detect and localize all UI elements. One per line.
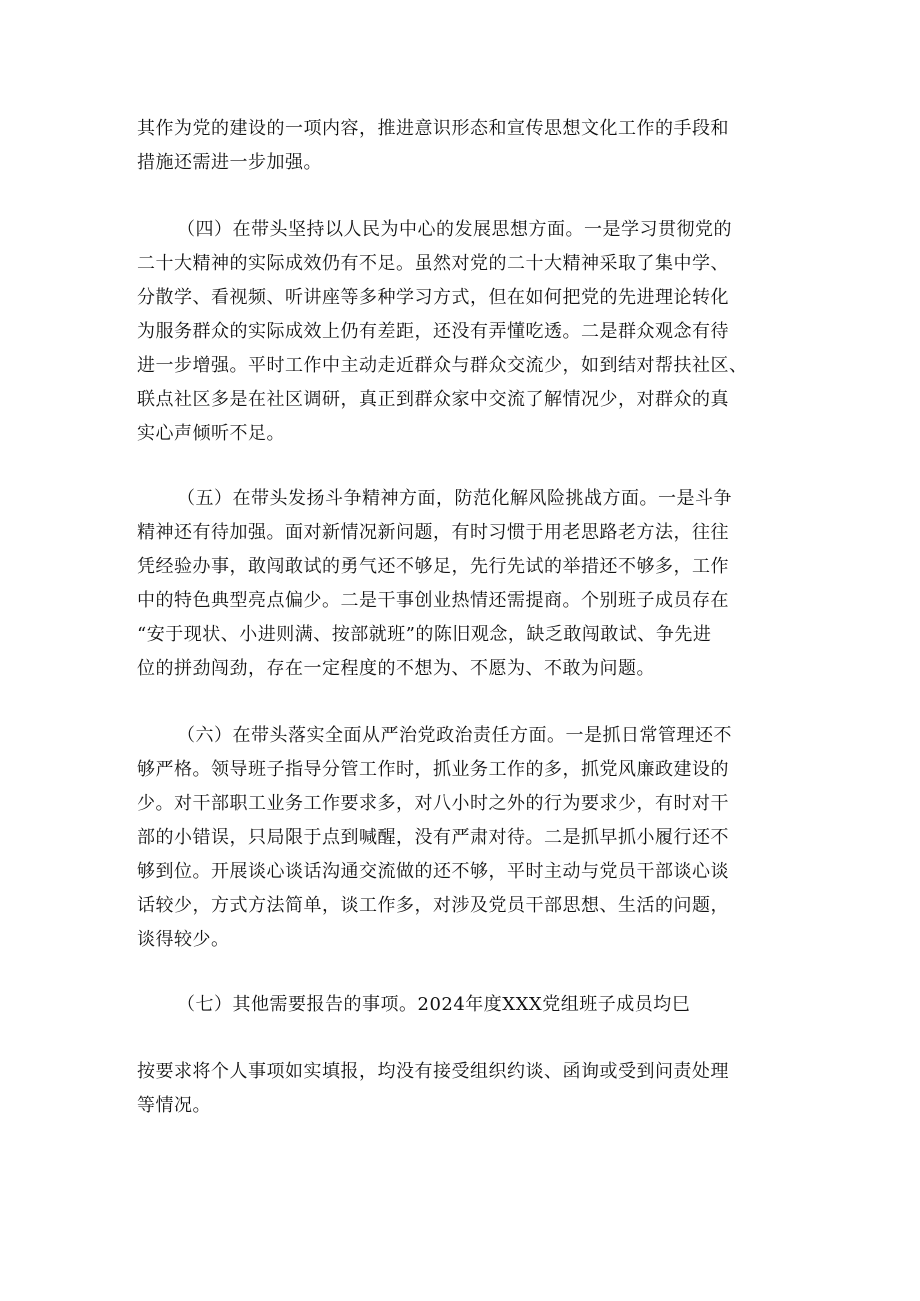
text-line: （五）在带头发扬斗争精神方面，防范化解风险挑战方面。一是斗争 <box>177 488 732 509</box>
text-line: 进一步增强。平时工作中主动走近群众与群众交流少，如到结对帮扶社区、 <box>137 355 748 376</box>
text-line: 实心声倾听不足。 <box>137 423 285 444</box>
text-line: 等情况。 <box>137 1095 211 1116</box>
text-line: 精神还有待加强。面对新情况新问题，有时习惯于用老思路老方法，往往 <box>137 522 729 543</box>
text-line: 二十大精神的实际成效仍有不足。虽然对党的二十大精神采取了集中学、 <box>137 253 729 274</box>
paragraph-section-7 <box>137 988 785 1022</box>
text-line: （七）其他需要报告的事项。2024年度XXX党组班子成员均巳 <box>177 994 691 1015</box>
text-line: “安于现状、小进则满、按部就班”的陈旧观念，缺乏敢闯敢试、争先进 <box>137 624 712 645</box>
text-line: 为服务群众的实际成效上仍有差距，还没有弄懂吃透。二是群众观念有待 <box>137 321 729 342</box>
text-line: 联点社区多是在社区调研，真正到群众家中交流了解情况少，对群众的真 <box>137 389 729 410</box>
text-line: 谈得较少。 <box>137 929 230 950</box>
text-line: 够严格。领导班子指导分管工作时，抓业务工作的多，抓党风廉政建设的 <box>137 759 729 780</box>
paragraph-section-6 <box>137 719 785 957</box>
paragraph-section-5 <box>137 482 785 686</box>
text-line: 部的小错误，只局限于点到喊醒，没有严肃对待。二是抓早抓小履行还不 <box>137 827 729 848</box>
text-line: 其作为党的建设的一项内容，推进意识形态和宣传思想文化工作的手段和 <box>137 118 729 139</box>
text-line: 话较少，方式方法简单，谈工作多，对涉及党员干部思想、生活的问题， <box>137 895 729 916</box>
paragraph-section-4 <box>137 213 785 451</box>
text-line: 措施还需进一步加强。 <box>137 152 322 173</box>
text-line: 中的特色典型亮点偏少。二是干事创业热情还需提商。个别班子成员存在 <box>137 590 729 611</box>
text-line: （四）在带头坚持以人民为中心的发展思想方面。一是学习贯彻党的 <box>177 219 732 240</box>
text-line: 分散学、看视频、听讲座等多种学习方式，但在如何把党的先进理论转化 <box>137 287 729 308</box>
text-line: 够到位。开展谈心谈话沟通交流做的还不够，平时主动与党员干部谈心谈 <box>137 861 729 882</box>
text-line: 少。对干部职工业务工作要求多，对八小时之外的行为要求少，有时对干 <box>137 793 729 814</box>
text-line: （六）在带头落实全面从严治党政治责任方面。一是抓日常管理还不 <box>177 725 732 746</box>
text-line: 位的拼劲闯劲，存在一定程度的不想为、不愿为、不敢为问题。 <box>137 658 655 679</box>
paragraph-section-7-continuation <box>137 1055 785 1123</box>
text-line: 凭经验办事，敢闯敢试的勇气还不够足，先行先试的举措还不够多，工作 <box>137 556 729 577</box>
text-line: 按要求将个人事项如实填报，均没有接受组织约谈、函询或受到问责处理 <box>137 1061 729 1082</box>
paragraph-intro-continuation <box>137 112 785 180</box>
